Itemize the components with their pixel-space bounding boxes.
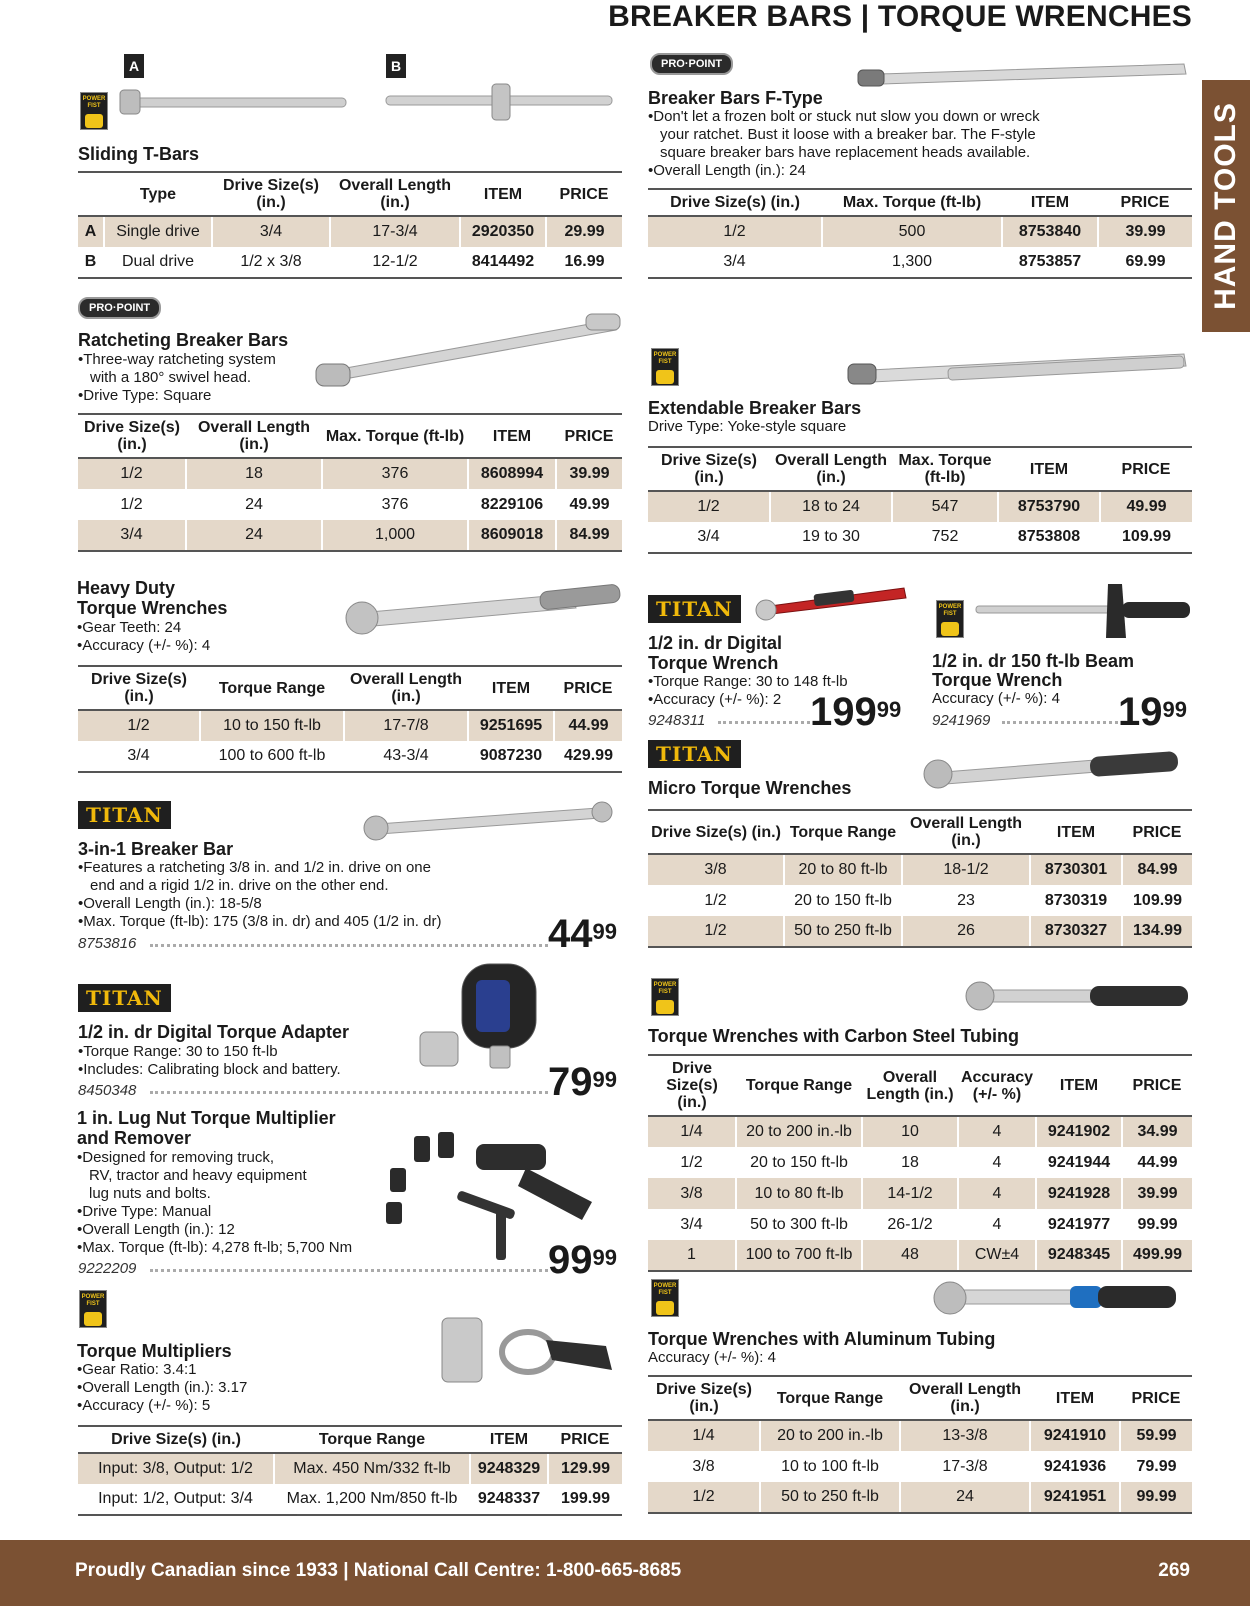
heavy-duty-wrench-image [340, 586, 626, 644]
aluminum-table: Drive Size(s) (in.) Torque Range Overall Length (in.) ITEM PRICE 1/4 20 to 200 in.-lb 13-3/8 9241910 59.99 3/8 10 to 100 ft-lb 17-3/8 9241936 79.99 1/2 50 to 250 ft-lb 24 9241951 99.99 [648, 1375, 1192, 1514]
t-bar-dual-image [384, 82, 616, 126]
extendable-table: Drive Size(s) (in.) Overall Length (in.) Max. Torque (ft-lb) ITEM PRICE 1/2 18 to 24 547 8753790 49.99 3/4 19 to 30 752 8753808 109.99 [648, 446, 1192, 554]
aluminum-torque-wrench-image [930, 1278, 1180, 1318]
beam-wrench-title-2: Torque Wrench [932, 670, 1063, 690]
power-fist-logo: POWER FIST [79, 1290, 107, 1328]
power-fist-logo: POWER FIST [936, 600, 964, 638]
three-in-one-title: 3-in-1 Breaker Bar [78, 839, 234, 859]
three-in-one-breaker-bar-image [362, 802, 616, 842]
multipliers-bullets: •Gear Ratio: 3.4:1 •Overall Length (in.): 3.17 •Accuracy (+/- %): 5 [77, 1361, 248, 1414]
section-tab [1202, 80, 1250, 332]
heavy-duty-table: Drive Size(s) (in.) Torque Range Overall Length (in.) ITEM PRICE 1/2 10 to 150 ft-lb 17-7/8 9251695 44.99 3/4 100 to 600 ft-lb 43-3/4 9087230 429.99 [78, 665, 622, 773]
lug-nut-title-1: 1 in. Lug Nut Torque Multiplier [77, 1108, 336, 1128]
section-tab-label: HAND TOOLS [1209, 102, 1242, 310]
three-in-one-bullets: •Features a ratcheting 3/8 in. and 1/2 in. drive on one end and a rigid 1/2 in. drive on the other end. •Overall Length (in.): 18-5/8 •Max. Torque (ft-lb): 175 (3/8 in. dr) and 405 (1/2 in. dr) [78, 859, 442, 930]
f-type-breaker-bar-image [858, 62, 1192, 92]
titan-logo: TITAN [648, 740, 741, 768]
digital-wrench-title-1: 1/2 in. dr Digital [648, 633, 783, 653]
table-row: 1/2 20 to 150 ft-lb 23 8730319 109.99 [648, 885, 1192, 916]
carbon-torque-wrench-image [962, 980, 1192, 1014]
f-type-title: Breaker Bars F-Type [648, 88, 823, 108]
table-row: 3/4 100 to 600 ft-lb 43-3/4 9087230 429.99 [78, 741, 622, 772]
digital-wrench-item: 9248311 [648, 712, 706, 729]
power-fist-logo: POWER FIST [80, 92, 108, 130]
ratcheting-title: Ratcheting Breaker Bars [78, 330, 289, 350]
ratcheting-bullets: •Three-way ratcheting system with a 180° swivel head. •Drive Type: Square [78, 351, 276, 404]
digital-adapter-price: $79^{99}$ [548, 1060, 617, 1104]
t-bar-single-image [120, 84, 350, 124]
ratcheting-table: Drive Size(s) (in.) Overall Length (in.) Max. Torque (ft-lb) ITEM PRICE 1/2 18 376 8608994 39.99 1/2 24 376 8229106 49.99 3/4 24 1,000 8609018 84.99 [78, 413, 622, 552]
heavy-duty-title-1: Heavy Duty [77, 578, 176, 598]
table-row: 3/4 19 to 30 752 8753808 109.99 [648, 522, 1192, 553]
table-row: 1/2 24 376 8229106 49.99 [78, 489, 622, 520]
carbon-table: Drive Size(s) (in.) Torque Range Overall Length (in.) Accuracy (+/- %) ITEM PRICE 1/4 20 to 200 in.-lb 10 4 9241902 34.99 1/2 20 to 150 ft-lb 18 4 9241944 44.99 3/8 10 to 80 ft-lb 14-1/2 4 9241928 39.99 3/4 50 to 300 ft-lb 26-1/2 4 9241977 99.99 1 100 to 700 ft-lb 48 CW±4 9248345 499.99 [648, 1054, 1192, 1272]
digital-adapter-title: 1/2 in. dr Digital Torque Adapter [78, 1022, 350, 1042]
power-fist-logo: POWER FIST [651, 1279, 679, 1317]
power-fist-logo: POWER FIST [651, 348, 679, 386]
beam-wrench-item: 9241969 [932, 712, 991, 729]
table-row: 1/4 20 to 200 in.-lb 10 4 9241902 34.99 [648, 1116, 1192, 1147]
digital-wrench-price: $199^{99}$ [810, 690, 902, 734]
table-row: 3/4 50 to 300 ft-lb 26-1/2 4 9241977 99.99 [648, 1209, 1192, 1240]
lug-nut-item: 9222209 [78, 1260, 137, 1277]
lug-nut-price: $99^{99}$ [548, 1238, 617, 1282]
micro-torque-wrench-image [920, 748, 1182, 790]
digital-adapter-image [418, 960, 548, 1072]
heavy-duty-bullets: •Gear Teeth: 24 •Accuracy (+/- %): 4 [77, 619, 211, 654]
extendable-title: Extendable Breaker Bars [648, 398, 862, 418]
digital-wrench-bullets: •Torque Range: 30 to 148 ft-lb •Accuracy (+/- %): 2 [648, 673, 848, 708]
lug-nut-bullets: •Designed for removing truck, RV, tractor and heavy equipment lug nuts and bolts. •Drive Type: Manual •Overall Length (in.): 12 •Max. Torque (ft-lb): 4,278 ft-lb; 5,700 Nm [77, 1149, 353, 1256]
table-row: 3/4 1,300 8753857 69.99 [648, 247, 1192, 278]
digital-adapter-bullets: •Torque Range: 30 to 150 ft-lb •Includes: Calibrating block and battery. [78, 1043, 341, 1078]
power-fist-logo: POWER FIST [651, 978, 679, 1016]
table-row: 1/2 20 to 150 ft-lb 18 4 9241944 44.99 [648, 1147, 1192, 1178]
beam-wrench-title-1: 1/2 in. dr 150 ft-lb Beam [932, 651, 1135, 671]
torque-multiplier-image [436, 1310, 616, 1390]
extendable-subtitle: Drive Type: Yoke-style square [648, 418, 847, 435]
micro-title: Micro Torque Wrenches [648, 778, 852, 798]
page-title: BREAKER BARS | TORQUE WRENCHES [608, 0, 1192, 33]
sliding-t-bars-table: Type Drive Size(s) (in.) Overall Length (in.) ITEM PRICE A Single drive 3/4 17-3/4 2920350 29.99 B Dual drive 1/2 x 3/8 12-1/2 8414492 16.99 [78, 171, 622, 279]
aluminum-subtitle: Accuracy (+/- %): 4 [648, 1349, 776, 1366]
pro-point-logo: PRO·POINT [650, 53, 733, 75]
beam-torque-wrench-image [972, 580, 1194, 642]
titan-logo: TITAN [648, 595, 741, 623]
label-a: A [124, 54, 144, 78]
table-row: 1/4 20 to 200 in.-lb 13-3/8 9241910 59.99 [648, 1420, 1192, 1451]
beam-wrench-subtitle: Accuracy (+/- %): 4 [932, 690, 1060, 707]
ratcheting-breaker-bar-image [316, 312, 626, 392]
f-type-bullets: •Don't let a frozen bolt or stuck nut slow you down or wreck your ratchet. Bust it loose with a breaker bar. The F-style square breaker bars have replacement heads available. •Overall Length (in.): 24 [648, 108, 1040, 179]
digital-torque-wrench-image [754, 584, 910, 618]
table-row: Input: 3/8, Output: 1/2 Max. 450 Nm/332 ft-lb 9248329 129.99 [78, 1453, 622, 1484]
titan-logo: TITAN [78, 984, 171, 1012]
three-in-one-item: 8753816 [78, 935, 137, 952]
table-row: 3/4 24 1,000 8609018 84.99 [78, 520, 622, 551]
f-type-table: Drive Size(s) (in.) Max. Torque (ft-lb) ITEM PRICE 1/2 500 8753840 39.99 3/4 1,300 8753857 69.99 [648, 188, 1192, 279]
table-row: 1/2 50 to 250 ft-lb 26 8730327 134.99 [648, 916, 1192, 947]
table-row: 1/2 18 376 8608994 39.99 [78, 458, 622, 489]
table-row: 1 100 to 700 ft-lb 48 CW±4 9248345 499.99 [648, 1240, 1192, 1271]
table-row: 1/2 10 to 150 ft-lb 17-7/8 9251695 44.99 [78, 710, 622, 741]
table-row: Input: 1/2, Output: 3/4 Max. 1,200 Nm/850 ft-lb 9248337 199.99 [78, 1484, 622, 1515]
digital-wrench-title-2: Torque Wrench [648, 653, 779, 673]
carbon-title: Torque Wrenches with Carbon Steel Tubing [648, 1026, 1020, 1046]
sliding-t-bars-title: Sliding T-Bars [78, 144, 200, 164]
three-in-one-price: $44^{99}$ [548, 912, 617, 956]
titan-logo: TITAN [78, 801, 171, 829]
table-row: B Dual drive 1/2 x 3/8 12-1/2 8414492 16.99 [78, 247, 622, 278]
footer [0, 1540, 1250, 1606]
page-number: 269 [1158, 1560, 1190, 1581]
multipliers-title: Torque Multipliers [77, 1341, 232, 1361]
table-row: 1/2 500 8753840 39.99 [648, 216, 1192, 247]
footer-text: Proudly Canadian since 1933 | National Call Centre: 1-800-665-8685 [75, 1560, 682, 1581]
table-row: A Single drive 3/4 17-3/4 2920350 29.99 [78, 216, 622, 247]
table-row: 1/2 50 to 250 ft-lb 24 9241951 99.99 [648, 1482, 1192, 1513]
multipliers-table: Drive Size(s) (in.) Torque Range ITEM PRICE Input: 3/8, Output: 1/2 Max. 450 Nm/332 ft-lb 9248329 129.99 Input: 1/2, Output: 3/4 Max. 1,200 Nm/850 ft-lb 9248337 199.99 [78, 1425, 622, 1516]
beam-wrench-price: $19^{99}$ [1118, 690, 1187, 734]
extendable-breaker-bar-image [848, 350, 1192, 390]
micro-table: Drive Size(s) (in.) Torque Range Overall Length (in.) ITEM PRICE 3/8 20 to 80 ft-lb 18-1/2 8730301 84.99 1/2 20 to 150 ft-lb 23 8730319 109.99 1/2 50 to 250 ft-lb 26 8730327 134.99 [648, 809, 1192, 948]
table-row: 1/2 18 to 24 547 8753790 49.99 [648, 491, 1192, 522]
table-row: 3/8 20 to 80 ft-lb 18-1/2 8730301 84.99 [648, 854, 1192, 885]
label-b: B [386, 54, 406, 78]
table-row: 3/8 10 to 100 ft-lb 17-3/8 9241936 79.99 [648, 1451, 1192, 1482]
heavy-duty-title-2: Torque Wrenches [77, 598, 228, 618]
lug-nut-title-2: and Remover [77, 1128, 192, 1148]
digital-adapter-item: 8450348 [78, 1082, 137, 1099]
pro-point-logo: PRO·POINT [78, 297, 161, 319]
table-row: 3/8 10 to 80 ft-lb 14-1/2 4 9241928 39.99 [648, 1178, 1192, 1209]
aluminum-title: Torque Wrenches with Aluminum Tubing [648, 1329, 996, 1349]
